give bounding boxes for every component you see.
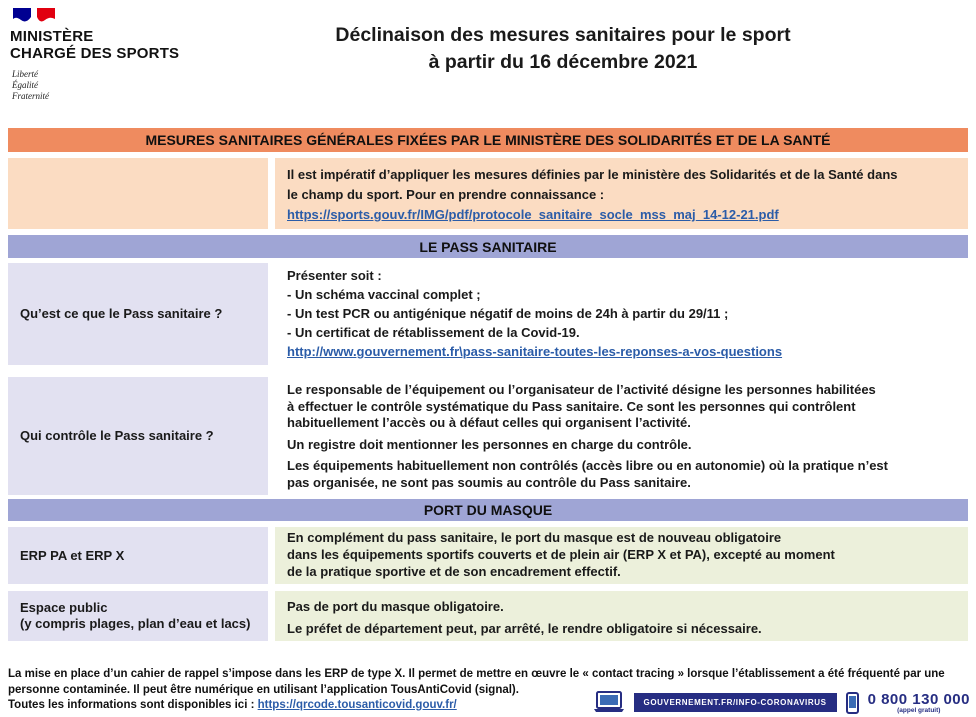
phone-number: 0 800 130 000: [867, 691, 970, 708]
page-title-line1: Déclinaison des mesures sanitaires pour le sport: [335, 24, 791, 46]
ministry-logo: [10, 8, 179, 102]
pass-definition-line2: - Un schéma vaccinal complet ;: [287, 287, 481, 302]
tousanticovid-link[interactable]: https://qrcode.tousanticovid.gouv.fr/: [257, 699, 457, 711]
section-header-pass-sanitaire: LE PASS SANITAIRE: [8, 235, 968, 258]
general-measures-text-line1: Il est impératif d’appliquer les mesures définies par le ministère des Solidarités et de la Santé dans: [287, 167, 898, 182]
republic-motto: [12, 69, 179, 102]
footnote-line3-prefix: Toutes les informations sont disponibles ici :: [8, 699, 258, 711]
french-flag-icon: [12, 8, 56, 25]
mask-erp-label-cell: [8, 527, 268, 584]
pass-control-line5: Les équipements habituellement non contrôlés (accès libre ou en autonomie) où la pratique n’est: [287, 458, 888, 473]
pass-control-row: [8, 377, 968, 495]
pass-control-line4: Un registre doit mentionner les personnes en charge du contrôle.: [287, 436, 692, 452]
pass-definition-row: [8, 263, 968, 365]
general-measures-content-cell: [275, 158, 968, 229]
phone-info: [868, 691, 970, 714]
mask-public-space-label-cell: [8, 591, 268, 641]
mask-erp-line2: dans les équipements sportifs couverts et de plein air (ERP X et PA), excepté au moment: [287, 547, 835, 562]
mask-public-space-label: Espace public: [20, 600, 108, 615]
pass-control-line2: à effectuer le contrôle systématique du Pass sanitaire. Ce sont les personnes qui contrôlent: [287, 398, 856, 414]
pass-control-line1: Le responsable de l’équipement ou l’organisateur de l’activité désigne les personnes habilitées: [287, 382, 876, 397]
section-header-general-measures: MESURES SANITAIRES GÉNÉRALES FIXÉES PAR LE MINISTÈRE DES SOLIDARITÉS ET DE LA SANTÉ: [8, 128, 968, 152]
mask-erp-line3: de la pratique sportive et de son encadrement effectif.: [287, 564, 621, 579]
footnote-line2: personne contaminée. Il peut être numérique en utilisant l’application TousAntiCovid (signal).: [8, 683, 519, 696]
pass-definition-content-cell: [275, 263, 968, 365]
mask-erp-label: ERP PA et ERP X: [20, 547, 125, 563]
pass-control-label-cell: [8, 377, 268, 495]
ministry-name-line2: CHARGÉ DES SPORTS: [10, 45, 180, 62]
mask-public-space-content-cell: [275, 591, 968, 641]
pass-definition-label-cell: [8, 263, 268, 365]
page-title-line2: à partir du 16 décembre 2021: [428, 51, 698, 73]
gouvernement-info-badge: GOUVERNEMENT.FR/INFO-CORONAVIRUS: [634, 693, 837, 712]
pass-definition-line3: - Un test PCR ou antigénique négatif de moins de 24h à partir du 29/11 ;: [287, 306, 729, 321]
footnote-line1: La mise en place d’un cahier de rappel s’impose dans les ERP de type X. Il permet de mettre en œuvre le « contact tracing » lorsque l’établissement a été fréquenté par une: [8, 668, 945, 680]
mask-erp-content-cell: [275, 527, 968, 584]
smartphone-icon: [846, 692, 859, 714]
gouvernement-pass-link[interactable]: http://www.gouvernement.fr\pass-sanitaire-toutes-les-reponses-a-vos-questions: [287, 344, 783, 359]
laptop-icon: [593, 691, 625, 714]
mask-public-space-sublabel: (y compris plages, plan d’eau et lacs): [20, 616, 251, 631]
pass-definition-line1: Présenter soit :: [287, 268, 382, 283]
pass-control-content-cell: [275, 377, 968, 495]
general-measures-text-line2: le champ du sport. Pour en prendre connaissance :: [287, 187, 605, 202]
general-measures-label-cell: [8, 158, 268, 229]
mask-erp-line1: En complément du pass sanitaire, le port du masque est de nouveau obligatoire: [287, 530, 782, 545]
pass-definition-line4: - Un certificat de rétablissement de la Covid-19.: [287, 325, 580, 340]
pass-definition-label: Qu’est ce que le Pass sanitaire ?: [20, 306, 223, 321]
phone-note: (appel gratuit): [897, 707, 941, 714]
mask-public-space-row: [8, 591, 968, 641]
pass-control-label: Qui contrôle le Pass sanitaire ?: [20, 428, 214, 443]
section-header-port-du-masque: PORT DU MASQUE: [8, 499, 968, 521]
mask-public-space-line1: Pas de port du masque obligatoire.: [287, 599, 504, 614]
government-info-bar: [593, 691, 971, 714]
page-header: [0, 0, 976, 128]
mask-erp-row: [8, 527, 968, 584]
motto-egalite: Égalité: [12, 80, 38, 90]
motto-liberte: Liberté: [12, 69, 38, 79]
pass-control-line6: pas organisée, ne sont pas soumis au contrôle du Pass sanitaire.: [287, 474, 691, 490]
motto-fraternite: Fraternité: [12, 91, 49, 101]
protocol-pdf-link[interactable]: https://sports.gouv.fr/IMG/pdf/protocole_sanitaire_socle_mss_maj_14-12-21.pdf: [287, 207, 779, 222]
pass-control-line3: habituellement l’accès ou à défaut celles qui organisent l’activité.: [287, 415, 691, 430]
general-measures-row: [8, 158, 968, 229]
mask-public-space-line2: Le préfet de département peut, par arrêté, le rendre obligatoire si nécessaire.: [287, 621, 762, 636]
ministry-name-line1: MINISTÈRE: [10, 28, 94, 45]
